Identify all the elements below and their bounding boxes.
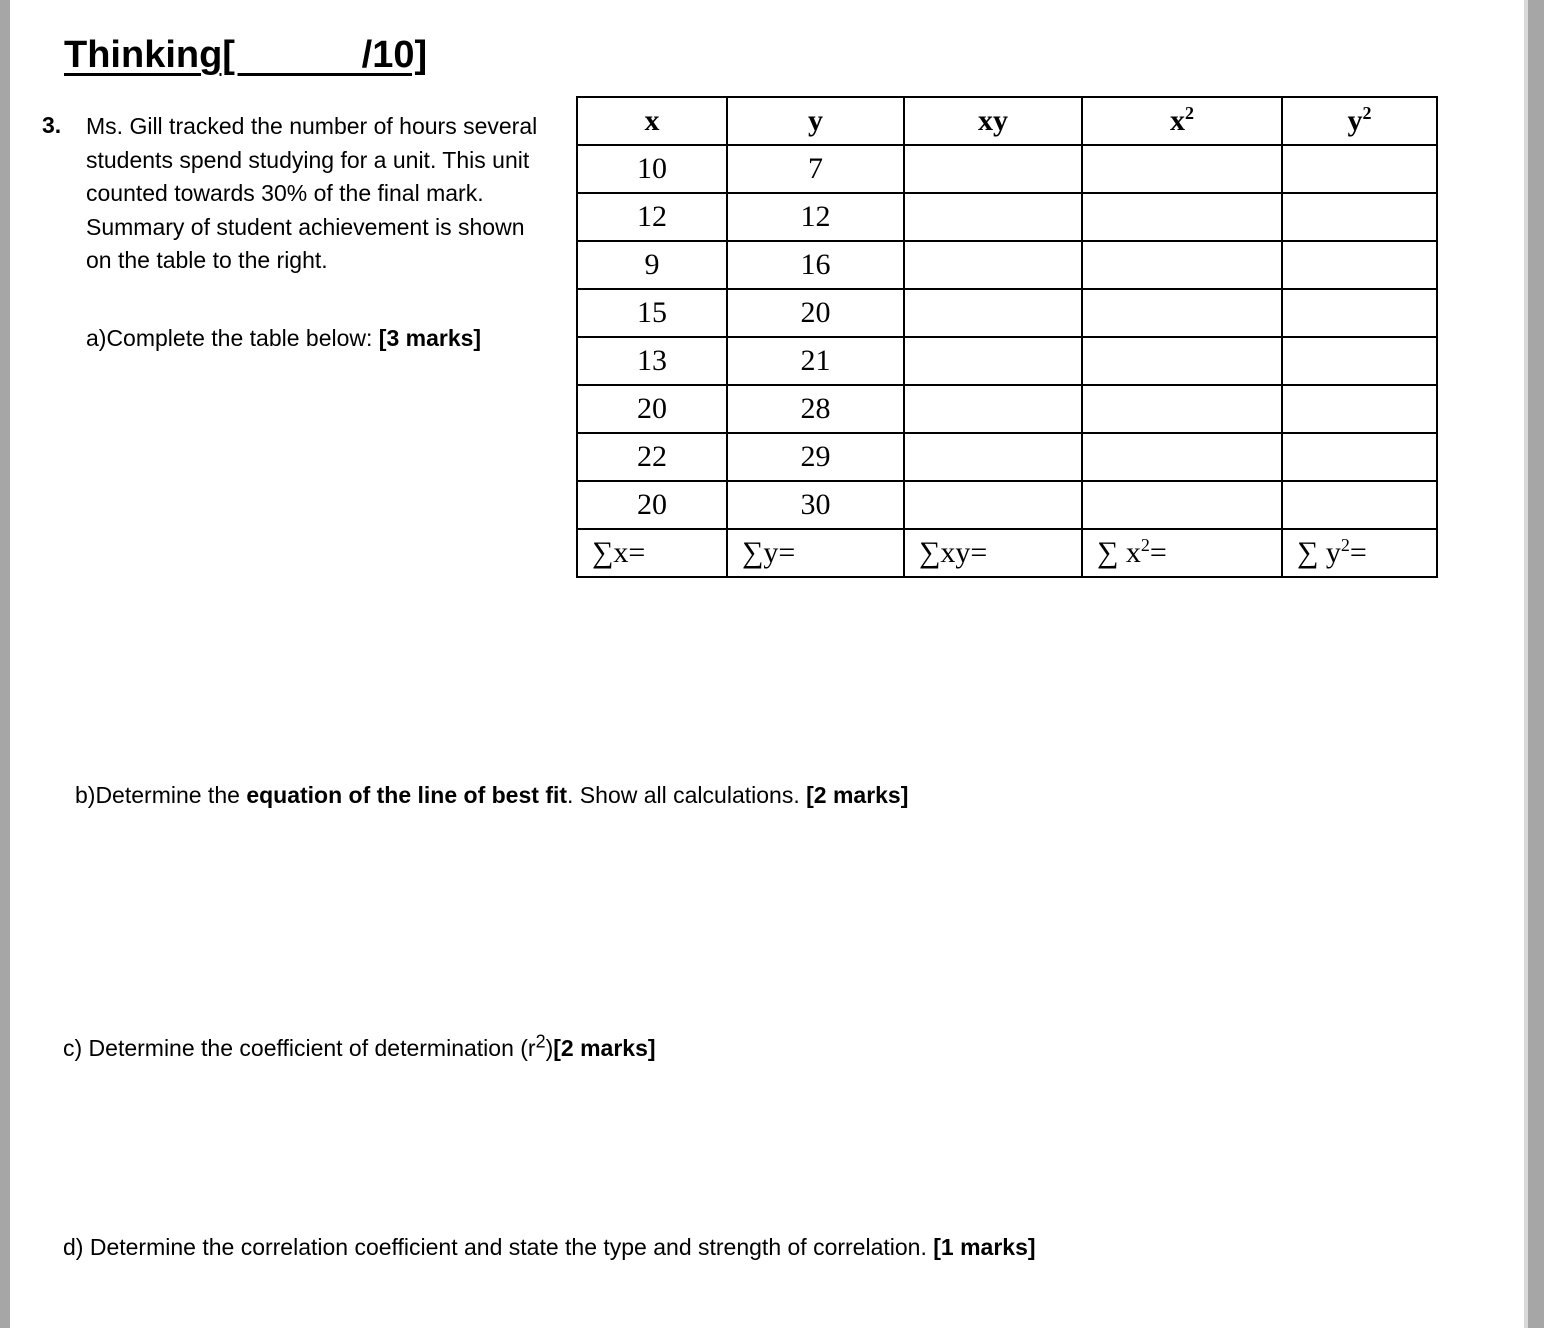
cell-y2-blank — [1282, 385, 1437, 433]
cell-y: 30 — [727, 481, 904, 529]
table-row — [577, 289, 1437, 337]
part-c-sup: 2 — [535, 1031, 546, 1052]
cell-x2-blank — [1082, 481, 1282, 529]
cell-y: 21 — [727, 337, 904, 385]
cell-x: 22 — [577, 433, 727, 481]
cell-xy-blank — [904, 241, 1082, 289]
sum-xy: ∑xy= — [904, 529, 1082, 577]
table-row — [577, 145, 1437, 193]
header-y: y — [727, 97, 904, 145]
table-row — [577, 385, 1437, 433]
part-b-marks: [2 marks] — [806, 782, 909, 808]
part-a-text: a)Complete the table below: — [86, 325, 379, 351]
cell-x: 15 — [577, 289, 727, 337]
table-row — [577, 433, 1437, 481]
header-x-squared: $x^2$ — [1082, 97, 1282, 145]
table-sum-row — [577, 529, 1437, 577]
cell-y2-blank — [1282, 433, 1437, 481]
cell-xy-blank — [904, 145, 1082, 193]
part-d-text: d) Determine the correlation coefficient and state the type and strength of correlation. — [63, 1234, 934, 1260]
part-d — [63, 1234, 1036, 1261]
sum-y: ∑y= — [727, 529, 904, 577]
cell-xy-blank — [904, 337, 1082, 385]
part-c-marks: [2 marks] — [553, 1035, 656, 1061]
question-number: 3. — [42, 112, 62, 138]
cell-y: 29 — [727, 433, 904, 481]
part-a — [86, 325, 481, 352]
cell-x: 13 — [577, 337, 727, 385]
cell-y: 7 — [727, 145, 904, 193]
part-b-bold: equation of the line of best fit — [246, 782, 568, 808]
cell-y: 12 — [727, 193, 904, 241]
cell-y: 16 — [727, 241, 904, 289]
cell-xy-blank — [904, 289, 1082, 337]
cell-xy-blank — [904, 385, 1082, 433]
cell-y2-blank — [1282, 145, 1437, 193]
cell-x: 9 — [577, 241, 727, 289]
sum-x-squared: ∑ $x^2=$ — [1082, 529, 1282, 577]
part-a-marks: [3 marks] — [378, 325, 482, 351]
cell-xy-blank — [904, 193, 1082, 241]
cell-x2-blank — [1082, 241, 1282, 289]
table-row — [577, 241, 1437, 289]
part-d-marks: [1 marks] — [933, 1234, 1036, 1260]
cell-x: 10 — [577, 145, 727, 193]
part-c-text: c) Determine the coefficient of determination (r — [63, 1035, 536, 1061]
data-table — [576, 96, 1438, 578]
cell-y: 20 — [727, 289, 904, 337]
table-row — [577, 337, 1437, 385]
cell-x: 12 — [577, 193, 727, 241]
table-row — [577, 481, 1437, 529]
cell-y2-blank — [1282, 241, 1437, 289]
question-text: Ms. Gill tracked the number of hours several students spend studying for a unit. This unit counted towards 30% of the final mark. Summary of student achievement is shown on the table to the right. — [86, 113, 538, 273]
cell-xy-blank — [904, 481, 1082, 529]
cell-x: 20 — [577, 385, 727, 433]
part-b-suffix: . Show all calculations. — [567, 782, 807, 808]
table-row — [577, 193, 1437, 241]
cell-x2-blank — [1082, 289, 1282, 337]
table-header-row — [577, 97, 1437, 145]
part-b — [75, 782, 908, 809]
section-title: Thinking[ /10] — [64, 34, 428, 76]
page-left-edge — [0, 0, 10, 1328]
part-c — [63, 1031, 656, 1062]
cell-xy-blank — [904, 433, 1082, 481]
cell-x2-blank — [1082, 433, 1282, 481]
part-b-prefix: b)Determine the — [75, 782, 247, 808]
cell-x2-blank — [1082, 337, 1282, 385]
header-x: x — [577, 97, 727, 145]
cell-y2-blank — [1282, 289, 1437, 337]
cell-x: 20 — [577, 481, 727, 529]
page-right-edge — [1528, 0, 1544, 1328]
cell-y2-blank — [1282, 481, 1437, 529]
cell-x2-blank — [1082, 145, 1282, 193]
sum-y-squared: ∑ $y^2=$ — [1282, 529, 1437, 577]
header-xy: xy — [904, 97, 1082, 145]
cell-x2-blank — [1082, 193, 1282, 241]
cell-y: 28 — [727, 385, 904, 433]
part-c-close: ) — [545, 1035, 554, 1061]
sum-x: ∑x= — [577, 529, 727, 577]
cell-y2-blank — [1282, 337, 1437, 385]
header-y-squared: $y^2$ — [1282, 97, 1437, 145]
cell-y2-blank — [1282, 193, 1437, 241]
cell-x2-blank — [1082, 385, 1282, 433]
